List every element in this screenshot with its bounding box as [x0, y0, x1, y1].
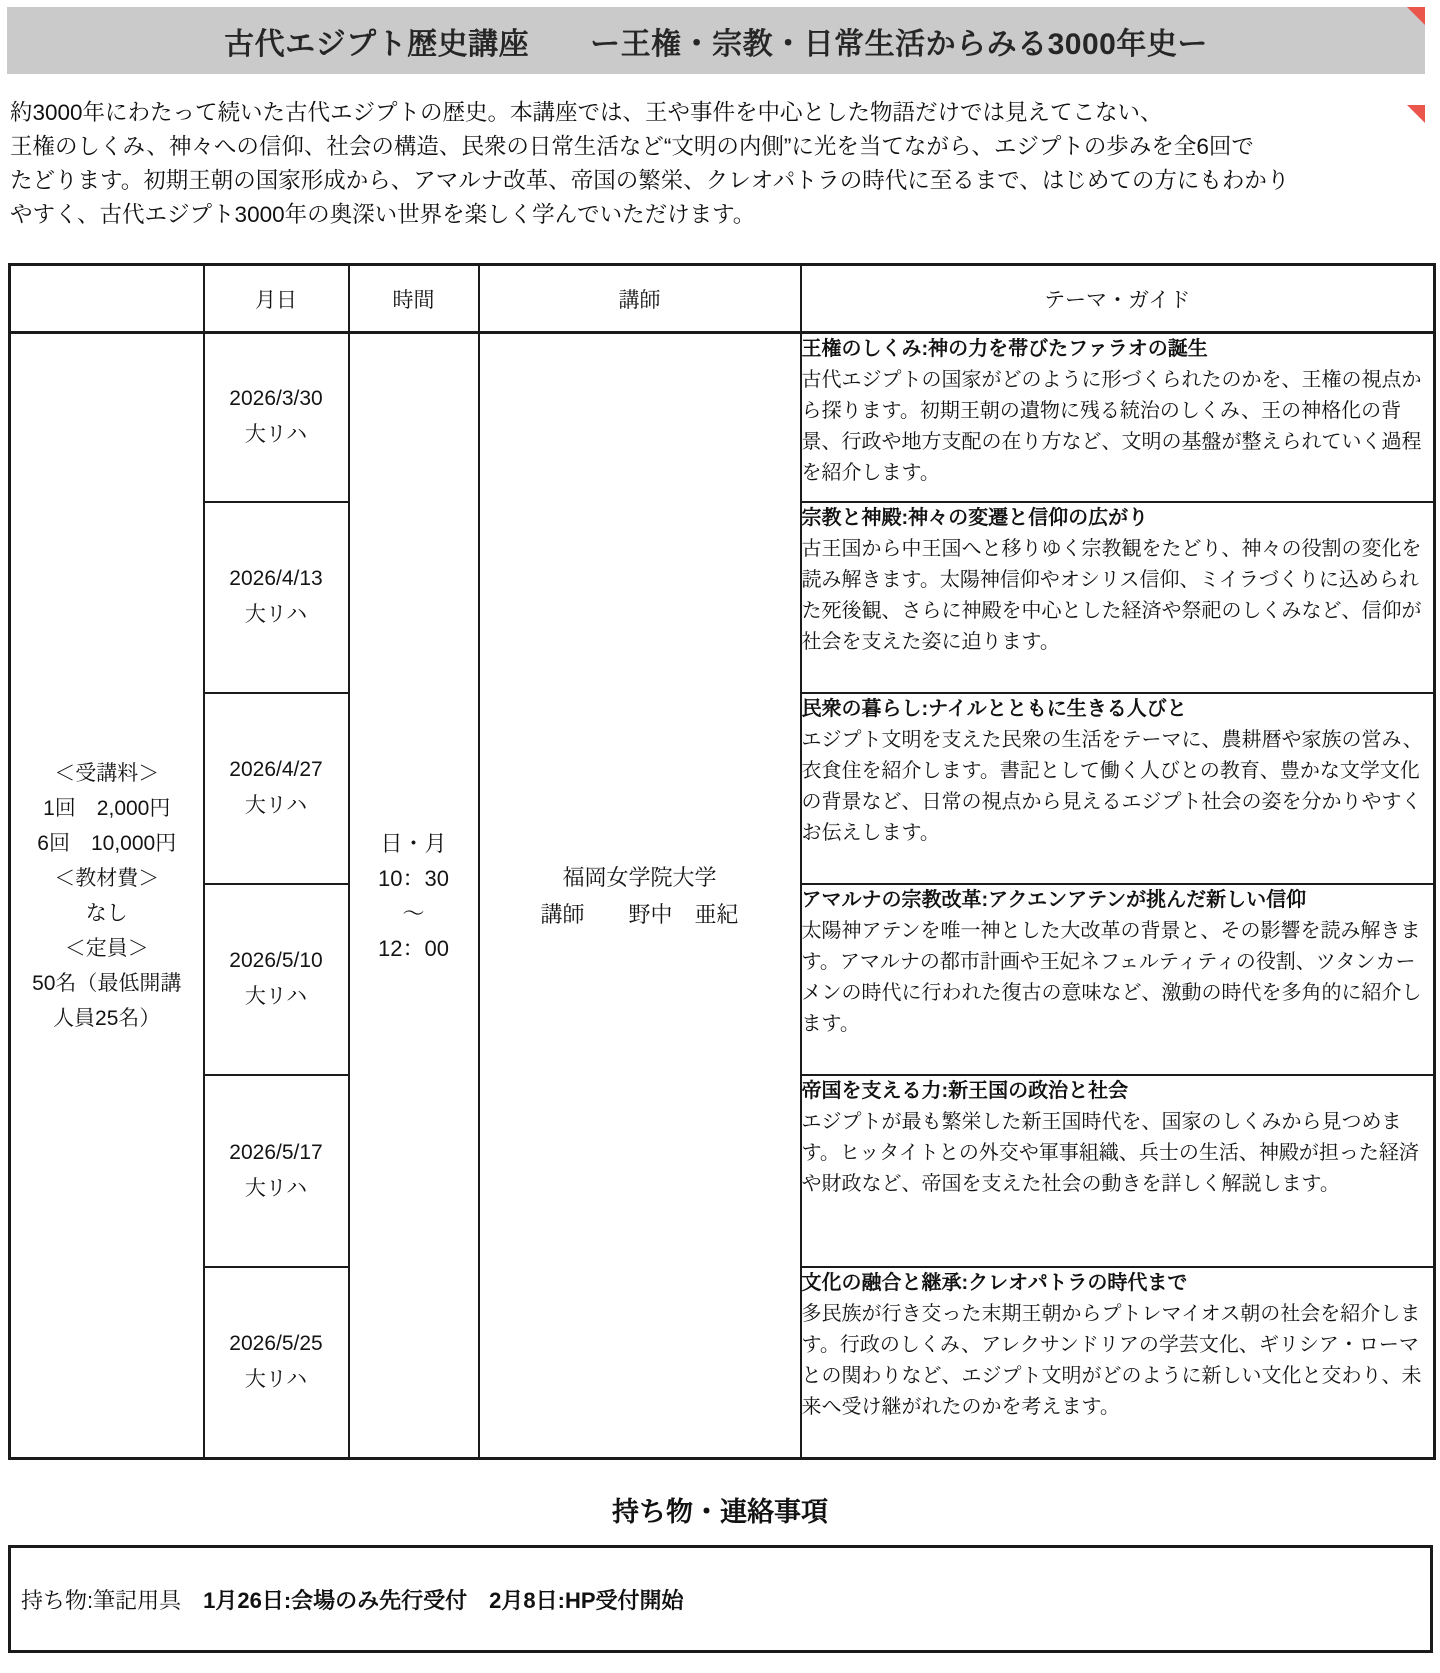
session-date-cell: 2026/5/25 大リハ [204, 1267, 349, 1459]
time-cell [349, 333, 479, 1459]
lecturer-name: 講師 野中 亜紀 [540, 901, 739, 927]
theme-cell [801, 502, 1435, 693]
fee-label: ＜受講料＞ [54, 761, 160, 785]
course-info-cell [10, 333, 204, 1459]
header-blank [10, 265, 204, 333]
theme-cell [801, 693, 1435, 884]
theme-title: 帝国を支える力:新王国の政治と社会 [801, 1079, 1129, 1102]
session-date-cell: 2026/5/17 大リハ [204, 1075, 349, 1267]
title-bar [7, 7, 1425, 74]
time-tilde: 〜 [402, 900, 425, 926]
theme-body: 古代エジプトの国家がどのように形づくられたのかを、王権の視点から探ります。初期王朝の遺物に残る統治のしくみ、王の神格化の背景、行政や地方支配の在り方など、文明の基盤が整えられていく過程を紹介します。 [801, 369, 1422, 484]
theme-title: アマルナの宗教改革:アクエンアテンが挑んだ新しい信仰 [801, 888, 1307, 911]
theme-cell [801, 1075, 1435, 1267]
material-fee-label: ＜教材費＞ [54, 866, 160, 890]
theme-title: 民衆の暮らし:ナイルとともに生きる人びと [801, 697, 1187, 720]
theme-body: 太陽神アテンを唯一神とした大改革の背景と、その影響を読み解きます。アマルナの都市計画や王妃ネフェルティティの役割、ツタンカーメンの時代に行われた復古の意味など、激動の時代を多角的に紹介します。 [801, 919, 1422, 1035]
notes-reception-dates: 1月26日:会場のみ先行受付 2月8日:HP受付開始 [203, 1587, 684, 1613]
theme-cell [801, 884, 1435, 1075]
theme-cell [801, 333, 1435, 502]
schedule-table [8, 263, 1436, 1460]
session-date-cell: 2026/3/30 大リハ [204, 333, 349, 502]
end-time: 12：00 [378, 935, 449, 961]
intro-line: やすく、古代エジプト3000年の奥深い世界を楽しく学んでいただけます。 [10, 202, 756, 227]
header-date: 月日 [204, 265, 349, 333]
page-title: 古代エジプト歴史講座 ー王権・宗教・日常生活からみる3000年史ー [224, 27, 1208, 61]
session-date-cell: 2026/5/10 大リハ [204, 884, 349, 1075]
theme-title: 文化の融合と継承:クレオパトラの時代まで [801, 1271, 1188, 1294]
session-date-cell: 2026/4/27 大リハ [204, 693, 349, 884]
fee-all-sessions: 6回 10,000円 [37, 831, 177, 855]
theme-body: 古王国から中王国へと移りゆく宗教観をたどり、神々の役割の変化を読み解きます。太陽神信仰やオシリス信仰、ミイラづくりに込められた死後観、さらに神殿を中心とした経済や祭祀のしくみなど、信仰が社会を支えた姿に迫ります。 [801, 537, 1422, 653]
lecturer-cell [479, 333, 801, 1459]
fee-per-session: 1回 2,000円 [43, 796, 171, 820]
theme-title: 王権のしくみ:神の力を帯びたファラオの誕生 [801, 338, 1208, 360]
notes-box [8, 1545, 1433, 1653]
intro-line: 約3000年にわたって続いた古代エジプトの歴史。本講座では、王や事件を中心とした物語だけでは見えてこない、 [10, 100, 1163, 125]
header-time: 時間 [349, 265, 479, 333]
lecturer-affiliation: 福岡女学院大学 [562, 864, 717, 890]
header-lecturer: 講師 [479, 265, 801, 333]
intro-line: 王権のしくみ、神々への信仰、社会の構造、民衆の日常生活など“文明の内側”に光を当てながら、エジプトの歩みを全6回で [10, 134, 1254, 159]
comment-marker-icon [1407, 7, 1425, 25]
material-fee-value: なし [85, 901, 128, 925]
theme-body: エジプトが最も繁栄した新王国時代を、国家のしくみから見つめます。ヒッタイトとの外交や軍事組織、兵士の生活、神殿が担った経済や財政など、帝国を支えた社会の動きを詳しく解説します。 [801, 1110, 1419, 1195]
theme-body: エジプト文明を支えた民衆の生活をテーマに、農耕暦や家族の営み、衣食住を紹介します。書記として働く人びとの教育、豊かな文学文化の背景など、日常の視点から見えるエジプト社会の姿を分かりやすくお伝えします。 [801, 728, 1423, 844]
capacity-label: ＜定員＞ [64, 936, 149, 960]
notes-items: 持ち物:筆記用具 [21, 1587, 204, 1613]
start-time: 10：30 [378, 865, 449, 891]
header-theme: テーマ・ガイド [801, 265, 1435, 333]
theme-body: 多民族が行き交った末期王朝からプトレマイオス朝の社会を紹介します。行政のしくみ、アレクサンドリアの学芸文化、ギリシア・ローマとの関わりなど、エジプト文明がどのように新しい文化と交わり、未来へ受け継がれたのかを考えます。 [801, 1302, 1422, 1418]
notes-heading: 持ち物・連絡事項 [612, 1497, 828, 1527]
capacity-value: 人員25名） [53, 1006, 161, 1030]
intro-paragraph [10, 96, 1410, 232]
capacity-value: 50名（最低開講 [32, 971, 182, 995]
theme-cell [801, 1267, 1435, 1459]
weekdays: 日・月 [380, 830, 447, 856]
intro-line: たどります。初期王朝の国家形成から、アマルナ改革、帝国の繁栄、クレオパトラの時代に至るまで、はじめての方にもわかり [10, 168, 1290, 193]
session-date-cell: 2026/4/13 大リハ [204, 502, 349, 693]
theme-title: 宗教と神殿:神々の変遷と信仰の広がり [801, 506, 1149, 529]
